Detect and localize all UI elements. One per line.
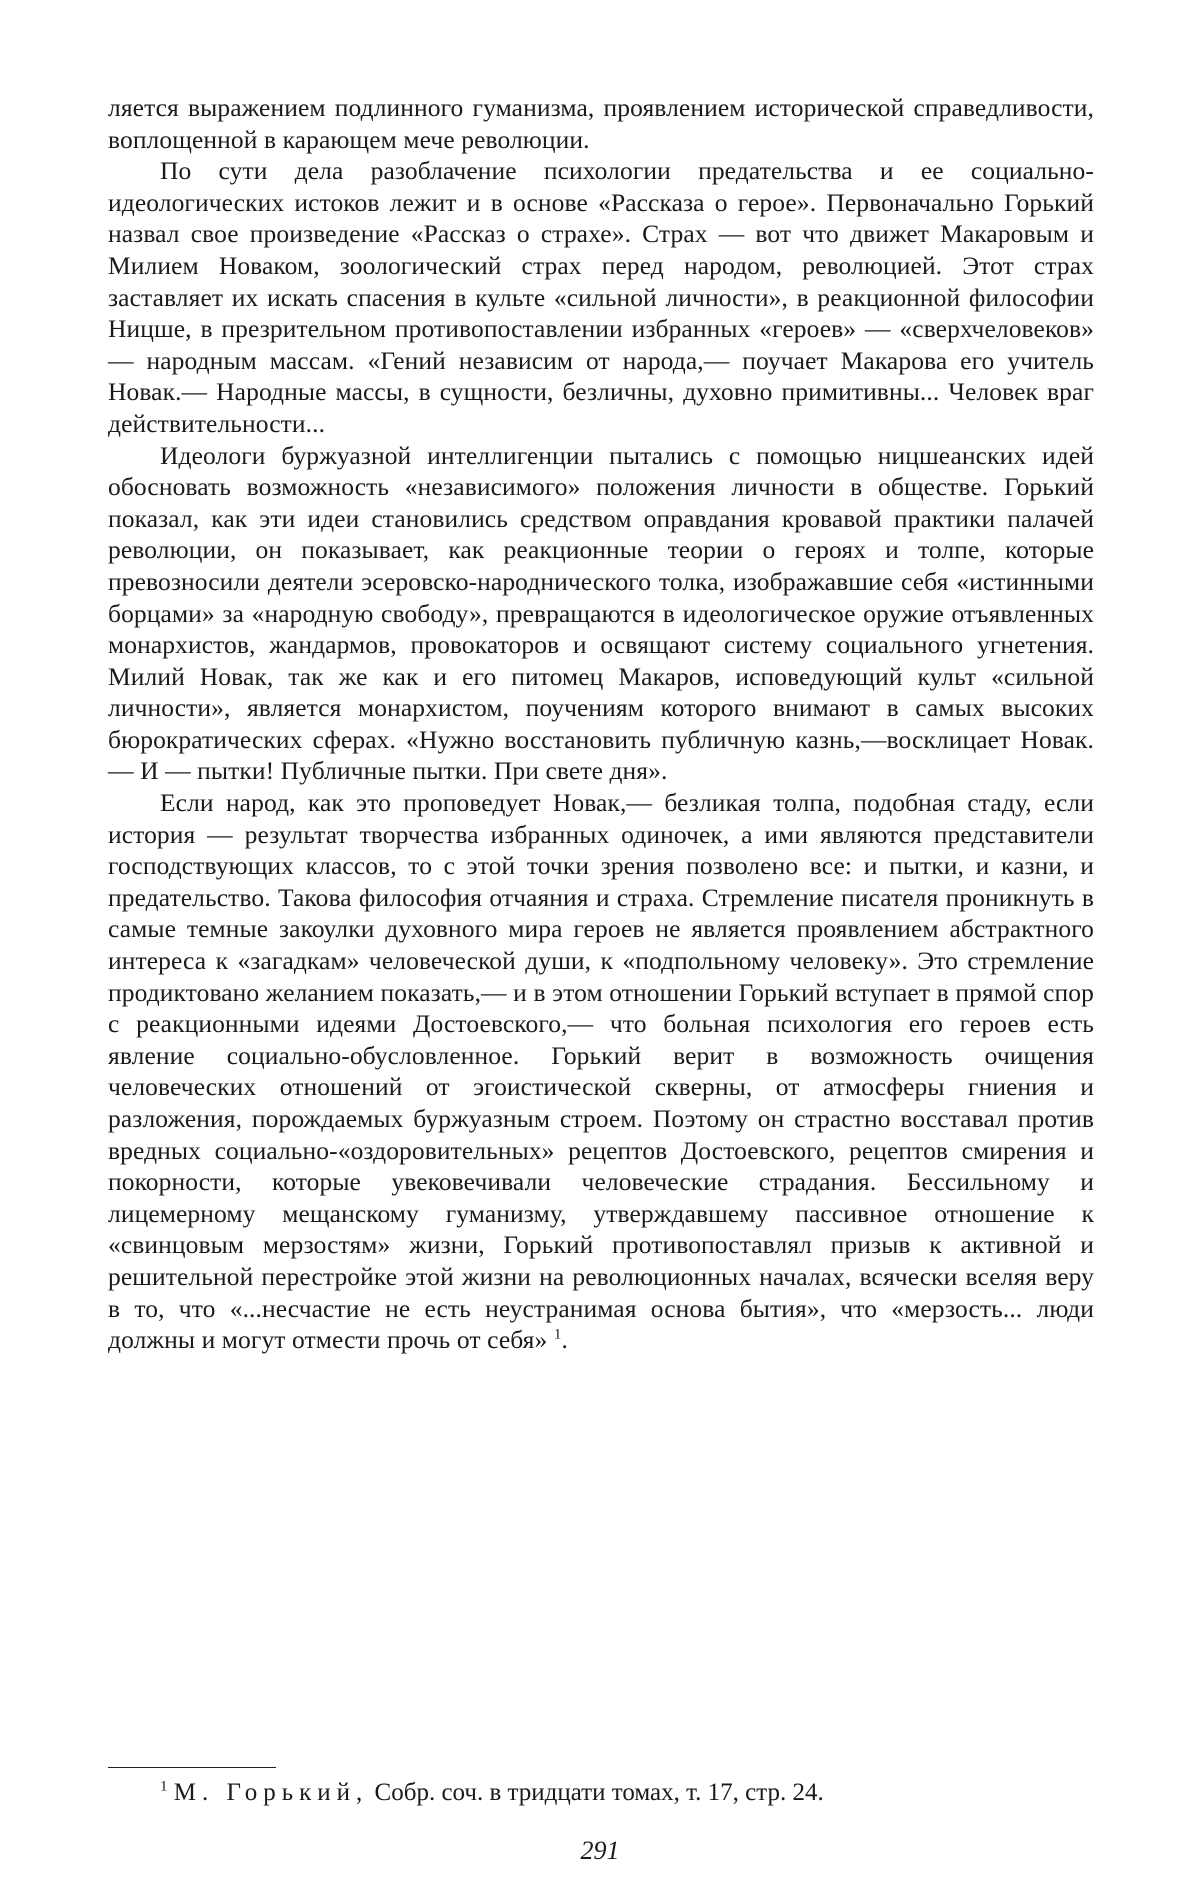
paragraph-text: Если народ, как это проповедует Новак,— безликая толпа, подобная стаду, если история — результат творчества избранных одиночек, а ими являются представители господствующих классов, то с этой точки зрения позволено все: и пытки, и казни, и предательство. Такова философия отчаяния и страха. Стремление писателя проникнуть в самые темные закоулки духовного мира героев не является проявлением абстрактного интереса к «загадкам» человеческой души, к «подпольному человеку». Это стремление продиктовано желанием показать,— и в этом отношении Горький вступает в прямой спор с реакционными идеями Достоевского,— что больная психология его героев есть явление социально-обусловленное. Горький верит в возможность очищения человеческих отношений от эгоистической скверны, от атмосферы гниения и разложения, порождаемых буржуазным строем. Поэтому он страстно восставал против вредных социально-«оздоровительных» рецептов Достоевского, рецептов смирения и покорности, которые увековечивали человеческие страдания. Бессильному и лицемерному мещанскому гуманизму, утверждавшему пассивное отношение к «свинцовым мерзостям» жизни, Горький противопоставлял призыв к активной и решительной перестройке этой жизни на революционных началах, всячески вселяя веру в то, что «...несчастие не есть неустранимая основа бытия», что «мерзость... люди должны и могут отмести прочь от себя» bbox=[108, 788, 1094, 1355]
footnote-marker: 1 bbox=[160, 1778, 168, 1795]
footnote-divider bbox=[108, 1767, 276, 1768]
paragraph-psychology-of-betrayal: По сути дела разоблачение психологии предательства и ее социально-идеологических истоков лежит и в основе «Рассказа о герое». Первоначально Горький назвал свое произведение «Рассказ о страхе». Страх — вот что движет Макаровым и Милием Новаком, зоологический страх перед народом, революцией. Этот страх заставляет их искать спасения в культе «сильной личности», в реакционной философии Ницше, в презрительном противопоставлении избранных «героев» — «сверхчеловеков» — народным массам. «Гений независим от народа,— поучает Макарова его учитель Новак.— Народные массы, в сущности, безличны, духовно примитивны... Человек враг действительности... bbox=[108, 156, 1094, 438]
body-text bbox=[108, 92, 1094, 1356]
paragraph-bourgeois-ideologists: Идеологи буржуазной интеллигенции пытались с помощью ницшеанских идей обосновать возможность «независимого» положения личности в обществе. Горький показал, как эти идеи становились средством оправдания кровавой практики палачей революции, он показывает, как реакционные теории о героях и толпе, которые превозносили деятели эсеровско-народнического толка, изображавшие себя «истинными борцами» за «народную свободу», превращаются в идеологическое оружие отъявленных монархистов, жандармов, провокаторов и освящают систему социального угнетения. Милий Новак, так же как и его питомец Макаров, исповедующий культ «сильной личности», является монархистом, поучениям которого внимают в самых высоких бюрократических сферах. «Нужно восстановить публичную казнь,—восклицает Новак.— И — пытки! Публичные пытки. При свете дня». bbox=[108, 440, 1094, 786]
footnote bbox=[108, 1778, 1094, 1808]
paragraph-continuation: ляется выражением подлинного гуманизма, проявлением исторической справедливости, воплощенной в карающем мече революции. bbox=[108, 93, 1094, 154]
footnote-citation: Собр. соч. в тридцати томах, т. 17, стр. 24. bbox=[374, 1779, 824, 1806]
page-number: 291 bbox=[580, 1836, 620, 1865]
footnote-reference: 1 bbox=[553, 1326, 562, 1343]
paragraph-philosophy-of-despair: Если народ, как это проповедует Новак,— безликая толпа, подобная стаду, если история — результат творчества избранных одиночек, а ими являются представители господствующих классов, то с этой точки зрения позволено все: и пытки, и казни, и предательство. Такова философия отчаяния и страха. Стремление писателя проникнуть в самые темные закоулки духовного мира героев не является проявлением абстрактного интереса к «загадкам» человеческой души, к «подпольному человеку». Это стремление продиктовано желанием показать,— и в этом отношении Горький вступает в прямой спор с реакционными идеями Достоевского,— что больная психология его героев есть явление социально-обусловленное. Горький верит в возможность очищения человеческих отношений от эгоистической скверны, от атмосферы гниения и разложения, порождаемых буржуазным строем. Поэтому он страстно восставал против вредных социально-«оздоровительных» рецептов Достоевского, рецептов смирения и покорности, которые увековечивали человеческие страдания. Бессильному и лицемерному мещанскому гуманизму, утверждавшему пассивное отношение к «свинцовым мерзостям» жизни, Горький противопоставлял призыв к активной и решительной перестройке этой жизни на революционных началах, всячески вселяя веру в то, что «...несчастие не есть неустранимая основа бытия», что «мерзость... люди должны и могут отмести прочь от себя» $^1$. bbox=[108, 788, 1094, 1355]
footnote-author: М. Горький, bbox=[173, 1779, 369, 1806]
